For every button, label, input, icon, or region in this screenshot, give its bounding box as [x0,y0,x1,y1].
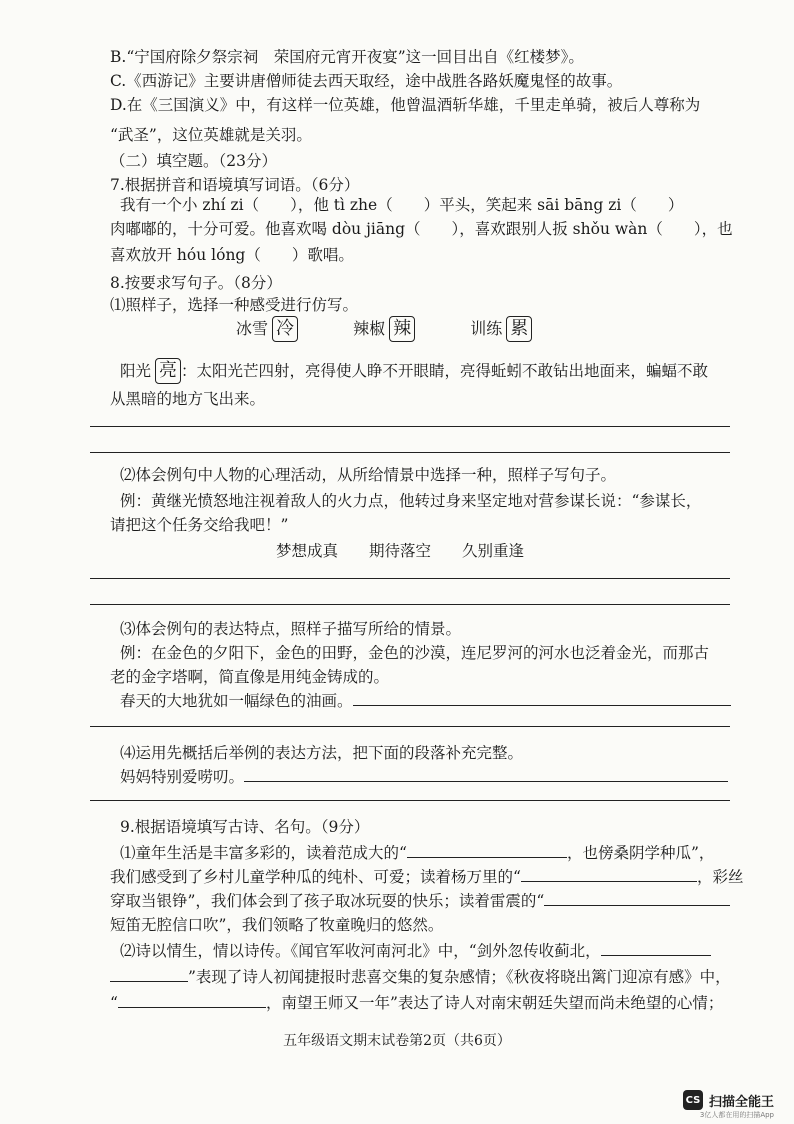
q8-part4: ⑷运用先概括后举例的表达方法，把下面的段落补充完整。 [120,744,524,762]
answer-line[interactable] [90,726,730,727]
answer-line[interactable] [90,800,730,801]
example-box-char: 亮 [155,358,181,384]
q8-part2-example1: 例：黄继光愤怒地注视着敌人的火力点，他转过身来坚定地对营参谋长说：“参谋长， [120,492,702,510]
q8-box-words [236,316,582,342]
q9-1-line2: 我们感受到了乡村儿童学种瓜的纯朴、可爱；读着杨万里的“ ，彩丝 [110,868,744,886]
q8-part2-example2: 请把这个任务交给我吧！” [110,516,289,534]
q8-part2-options: 梦想成真 期待落空 久别重逢 [276,542,525,560]
poem-blank[interactable] [118,993,266,1008]
question-8: 8.按要求写句子。（8分） [110,274,282,292]
answer-line[interactable] [90,578,730,579]
q8-part1: ⑴照样子，选择一种感受进行仿写。 [110,296,359,314]
box-word-3: 训练 累 [470,319,532,338]
poem-blank[interactable] [544,891,730,906]
q8-part3-prompt: 春天的大地犹如一幅绿色的油画。 [120,690,731,712]
question-7: 7.根据拼音和语境填写词语。（6分） [110,176,360,194]
logo-name: 扫描全能王 [708,1094,774,1110]
q7-line3: 喜欢放开 hóu lóng（ ）歌唱。 [110,246,354,264]
q8-part3: ⑶体会例句的表达特点，照样子描写所给的情景。 [120,620,462,638]
box-char-2: 辣 [389,316,415,342]
box-char-3: 累 [506,316,532,342]
q8-part3-example2: 老的金字塔啊，简直像是用纯金铸成的。 [110,668,390,686]
answer-line[interactable] [90,452,730,453]
answer-line[interactable] [90,426,730,427]
option-d-line1: D.在《三国演义》中，有这样一位英雄，他曾温酒斩华雄，千里走单骑，被后人尊称为 [110,96,701,114]
q9-2-line1: ⑵诗以情生，情以诗传。《闻官军收河南河北》中，“剑外忽传收蓟北， [120,940,711,962]
section-fill-blank: （二）填空题。（23分） [110,152,277,170]
q8-part4-prompt: 妈妈特别爱唠叨。 [120,766,728,788]
q7-line1: 我有一个小 zhí zi（ ），他 tì zhe（ ）平头，笑起来 sāi bāng zi（ ） [120,196,684,214]
q7-line2: 肉嘟嘟的，十分可爱。他喜欢喝 dòu jiāng（ ），喜欢跟别人扳 shǒu wàn（ ），也 [110,220,733,238]
box-word-1: 冰雪 冷 [236,319,298,338]
q8-part3-example1: 例：在金色的夕阳下，金色的田野，金色的沙漠，连尼罗河的河水也泛着金光，而那古 [120,644,710,662]
q8-example-line2: 从黑暗的地方飞出来。 [110,390,266,408]
option-b: B.“宁国府除夕祭宗祠 荣国府元宵开夜宴”这一回目出自《红楼梦》。 [110,48,584,66]
answer-blank[interactable] [353,691,731,706]
option-d-line2: “武圣”，这位英雄就是关羽。 [110,126,312,144]
poem-blank[interactable] [407,843,567,858]
logo-tagline: 3亿人都在用的扫描App [699,1111,774,1119]
answer-blank[interactable] [244,767,728,782]
box-char-1: 冷 [272,316,298,342]
poem-blank[interactable] [601,941,711,956]
q8-example: 阳光 亮 ：太阳光芒四射，亮得使人睁不开眼睛，亮得蚯蚓不敢钻出地面来，蝙蝠不敢 [120,358,708,384]
poem-blank[interactable] [521,867,697,882]
answer-line[interactable] [90,604,730,605]
q9-2-line2: ”表现了诗人初闻捷报时悲喜交集的复杂感情；《秋夜将晓出篱门迎凉有感》中， [110,966,731,988]
question-9: 9.根据语境填写古诗、名句。（9分） [120,818,370,836]
option-c: C.《西游记》主要讲唐僧师徒去西天取经，途中战胜各路妖魔鬼怪的故事。 [110,72,623,90]
cs-logo-icon: CS [683,1090,703,1110]
q9-2-line3: “ ，南望王师又一年”表达了诗人对南宋朝廷失望而尚未绝望的心情； [110,994,724,1012]
box-word-2: 辣椒 辣 [353,319,415,338]
q8-part2: ⑵体会例句中人物的心理活动，从所给情景中选择一种，照样子写句子。 [120,466,617,484]
poem-blank[interactable] [110,967,188,982]
q9-1-line1: ⑴童年生活是丰富多彩的，读着范成大的“ ，也傍桑阴学种瓜”， [120,844,715,862]
scanner-logo [683,1090,774,1110]
page-footer: 五年级语文期末试卷第2页（共6页） [283,1033,511,1049]
q9-1-line4: 短笛无腔信口吹”，我们领略了牧童晚归的悠然。 [110,916,444,934]
q9-1-line3: 穿取当银铮”，我们体会到了孩子取冰玩耍的快乐；读着雷震的“ [110,890,730,912]
